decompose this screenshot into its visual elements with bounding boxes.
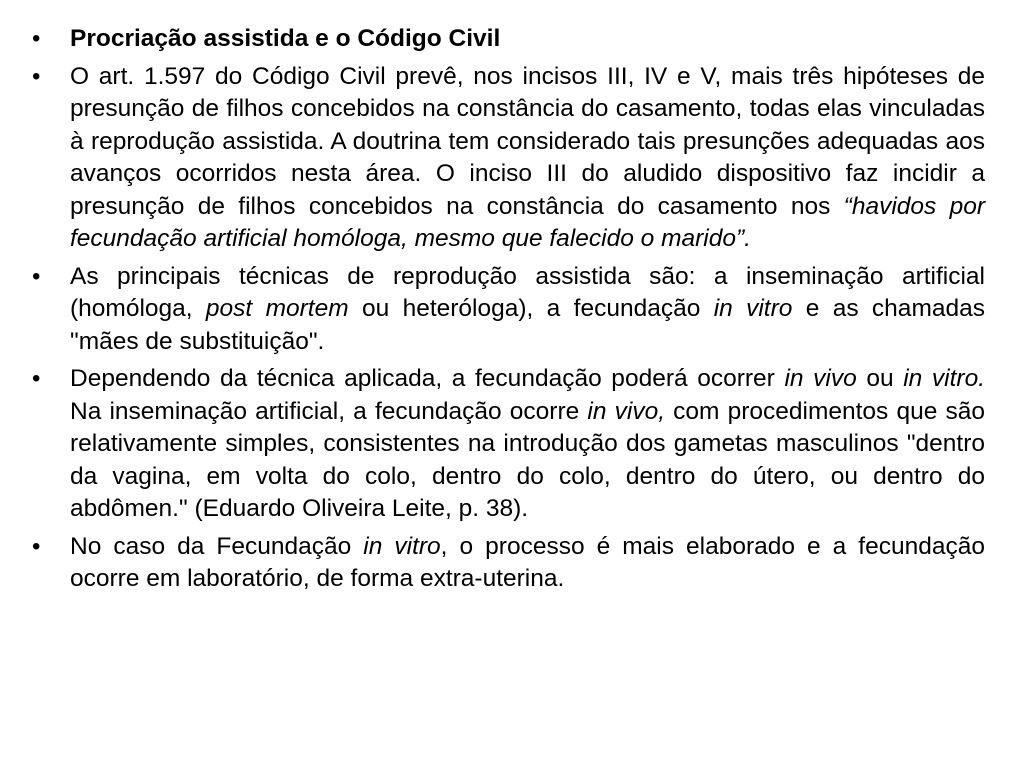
- bullet-paragraph-3: [30, 363, 985, 526]
- paragraph-3-text-d: com procedimentos que são relativamente simples, consistentes na introdução dos gametas masculinos "dentro da vagina, em volta do colo, dentro do colo, dentro do útero, ou dentro do abdômen." (Eduardo Oliveira Leite, p. 38).: [70, 397, 985, 522]
- paragraph-3-text-a: Dependendo da técnica aplicada, a fecundação poderá ocorrer: [70, 365, 785, 392]
- paragraph-4-text-a: No caso da Fecundação: [70, 532, 364, 560]
- bullet-icon: •: [32, 365, 41, 392]
- bullet-list: [30, 23, 985, 596]
- paragraph-1-text: O art. 1.597 do Código Civil prevê, nos incisos III, IV e V, mais três hipóteses de presunção de filhos concebidos na constância do casamento, todas elas vinculadas à reprodução assistida. A doutrina tem considerado tais presunções adequadas aos avanços ocorridos nesta área. O inciso III do aludido dispositivo faz incidir a presunção de filhos concebidos na constância do casamento nos: [70, 62, 985, 220]
- paragraph-3-text-c: Na inseminação artificial, a fecundação ocorre: [70, 397, 588, 425]
- slide-heading: Procriação assistida e o Código Civil: [70, 25, 501, 52]
- bullet-paragraph-2: [30, 261, 985, 359]
- paragraph-2-italic-a: post mortem: [205, 295, 349, 322]
- paragraph-4-text-b: , o processo é mais elaborado e a fecundação ocorre em laboratório, de forma extra-uterina.: [70, 532, 985, 592]
- paragraph-3-text-b: ou: [856, 365, 904, 392]
- bullet-icon: •: [32, 532, 41, 560]
- bullet-icon: •: [32, 262, 41, 290]
- paragraph-3-italic-c: in vivo,: [587, 397, 666, 425]
- slide-content: [30, 23, 985, 596]
- paragraph-2-text-c: e as chamadas "mães de substituição".: [70, 295, 985, 355]
- bullet-heading: [30, 23, 985, 56]
- paragraph-4-italic-a: in vitro: [363, 532, 441, 560]
- paragraph-2-text-b: ou heteróloga), a fecundação: [348, 295, 714, 322]
- bullet-paragraph-4: [30, 531, 985, 596]
- paragraph-1-quote: “havidos por fecundação artificial homóloga, mesmo que falecido o marido”.: [70, 192, 986, 252]
- paragraph-2-text-a: As principais técnicas de reprodução assistida são: a inseminação artificial (homóloga,: [70, 262, 985, 322]
- bullet-paragraph-1: [30, 61, 985, 256]
- bullet-icon: •: [32, 62, 41, 90]
- paragraph-3-italic-b: in vitro.: [903, 365, 985, 392]
- bullet-icon: •: [32, 25, 41, 52]
- paragraph-3-italic-a: in vivo: [784, 365, 857, 392]
- paragraph-2-italic-b: in vitro: [713, 295, 793, 322]
